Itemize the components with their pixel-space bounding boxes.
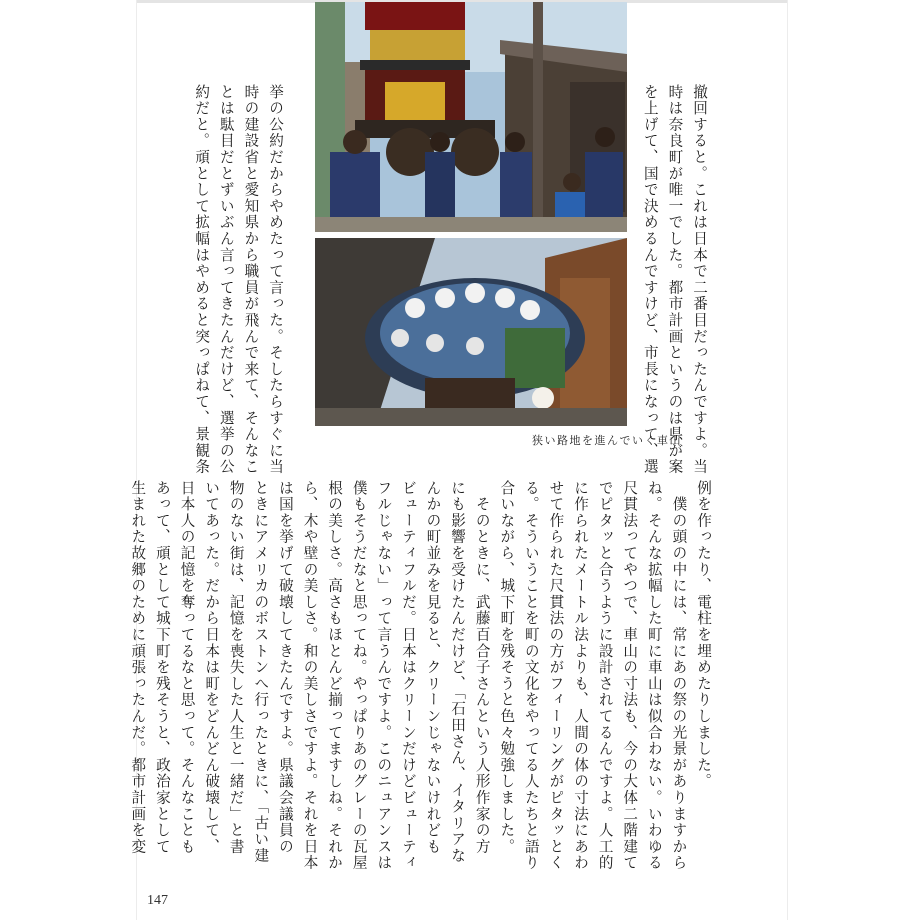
lower-text-line: あって、頑として城下町を残そうと、政治家として [153, 480, 171, 855]
lower-text-line: ビューティフルだ。日本はクリーンだけどビューティ [399, 480, 417, 872]
lower-text-line: でピタッと合うように設計されてるんですよ。人工的 [596, 480, 614, 872]
lower-text-line: 日本人の記憶を奪ってるなと思って。そんなことも [178, 480, 196, 855]
upper-text-line: 時の建設省と愛知県から職員が飛んで来て、そんなこ [242, 84, 260, 476]
lower-text-line: んかの町並みを見ると、クリーンじゃないけれども [424, 480, 442, 855]
lower-text-line: 僕もそうだなと思ってね。やっぱりあのグレーの瓦屋 [350, 480, 368, 872]
photo-caption: 狭い路地を進んでいく車山 [532, 434, 682, 447]
page-number: 147 [147, 893, 168, 908]
lower-text-line: 僕の頭の中には、常にあの祭の光景がありますから [670, 480, 688, 872]
lower-text-line: 物のない街は、記憶を喪失した人生と一緒だ」と書 [227, 480, 245, 855]
lower-text-line: 例を作ったり、電柱を埋めたりしました。 [695, 480, 712, 790]
upper-text-line: を上げて、国で決めるんですけど、市長になって、選 [641, 84, 659, 476]
festival-float-photo [315, 2, 627, 232]
lower-text-line: にも影響を受けたんだけど、「石田さん、イタリアな [449, 480, 467, 864]
lower-text-line: る。そういうことを町の文化をやってる人たちと語り [522, 480, 540, 872]
book-page [129, 0, 788, 920]
lower-text-line: そのときに、武藤百合子さんという人形作家の方 [473, 480, 491, 855]
upper-text-line: 時は奈良町が唯一でした。都市計画というのは県が案 [666, 84, 684, 476]
upper-text-line: 撤回すると。これは日本で二番目だったんですよ。当 [691, 84, 708, 476]
narrow-alley-photo [315, 238, 627, 426]
lower-text-line: は国を挙げて破壊してきたんですよ。県議会議員の [276, 480, 294, 855]
lower-text-line: せて作られた尺貫法の方がフィーリングがピタッとく [547, 480, 565, 872]
upper-text-line: とは駄目だとずいぶん言ってきたんだけど、選挙の公 [217, 84, 235, 476]
upper-text-block [637, 84, 711, 475]
upper-text-line: 挙の公約だからやめたって言った。そしたらすぐに当 [267, 84, 284, 476]
lower-text-line: フルじゃない」って言うんですよ。このニュアンスは [375, 480, 393, 872]
upper-left-text-block [189, 84, 287, 475]
lower-text-line: に作られたメートル法よりも、人間の体の寸法にあわ [572, 480, 590, 872]
lower-text-line: ね。そんな拡幅した町に車山は似合わない。いわゆる [645, 480, 663, 872]
lower-text-line: いてあった。だから日本は町をどんどん破壊して、 [203, 480, 221, 855]
lower-text-block [125, 480, 715, 871]
lower-text-line: 根の美しさ。高さもほとんど揃ってますしね。それか [326, 480, 344, 872]
upper-text-line: 約だと。頑として拡幅はやめると突っぱねて、景観条 [193, 84, 211, 476]
lower-text-line: 生まれた故郷のために頑張ったんだ。都市計画を変 [129, 480, 147, 855]
lower-text-line: ときにアメリカのボストンへ行ったときに、「古い建 [252, 480, 270, 864]
lower-text-line: 尺貫法ってやつで、車山の寸法も、今の大体二階建て [621, 480, 639, 872]
lower-text-line: ら、木や壁の美しさ。和の美しさですよ。それを日本 [301, 480, 319, 872]
lower-text-line: 合いながら、城下町を残そうと色々勉強しました。 [498, 480, 516, 855]
